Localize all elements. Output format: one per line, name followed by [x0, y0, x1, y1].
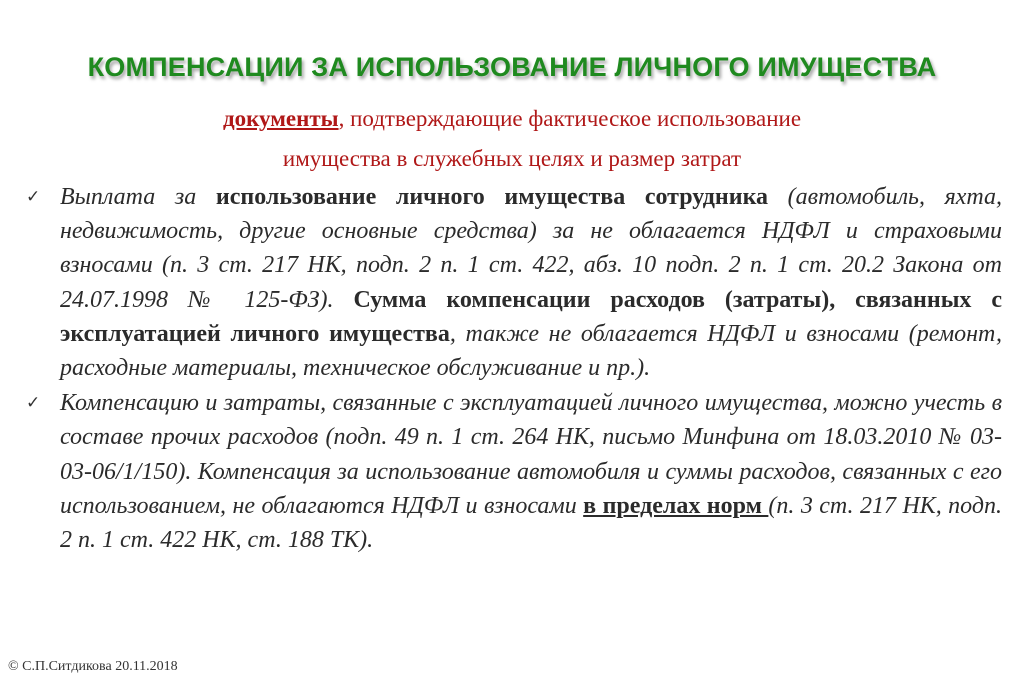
- bullet1-text-3: , также не облагается НДФЛ и взносами (ремонт, расходные материалы, техническое обслуживание и пр.).: [60, 320, 1002, 382]
- bullet-item-1: [26, 180, 1002, 385]
- subtitle-line-2: имущества в служебных целях и размер затрат: [282, 146, 742, 171]
- bullet1-text-1: Выплата за: [60, 184, 216, 210]
- check-icon: ✓: [26, 393, 41, 413]
- subtitle-line-1: [0, 106, 1024, 132]
- subtitle-text: , подтверждающие фактическое использование: [338, 106, 802, 131]
- bullet2-text-1: Компенсацию и затраты, связанные с эксплуатацией личного имущества, можно учесть в составе прочих расходов (подп. 49 п. 1 ст. 264 НК, письмо Минфина от 18.03.2010 № 03-03-06/1/150). Компенсация за использование автомобиля и суммы расходов, связанных с его использованием, не облагаются НДФЛ и взносами: [60, 390, 1002, 519]
- bullet2-text-2: (п. 3 ст. 217 НК, подп. 2 п. 1 ст. 422 НК, ст. 188 ТК).: [60, 492, 1002, 554]
- bullet1-text-2: (автомобиль, яхта, недвижимость, другие основные средства) за не облагается НДФЛ и страховыми взносами (п. 3 ст. 217 НК, подп. 2 п. 1 ст. 422, абз. 10 подп. 2 п. 1 ст. 20.2 Закона от 24.07.1998 № 125-ФЗ).: [60, 184, 1003, 313]
- bullet1-bold-1: использование личного имущества сотрудника: [215, 184, 769, 210]
- bullet2-bold-underlined: в пределах норм: [583, 492, 769, 519]
- bullet-item-2: [26, 386, 1002, 557]
- footer-copyright: © С.П.Ситдикова 20.11.2018: [8, 659, 178, 674]
- check-icon: ✓: [26, 187, 41, 206]
- bullet1-bold-2: Сумма компенсации расходов (затраты), связанных с эксплуатацией личного имущества: [60, 286, 1002, 347]
- subtitle-keyword: документы: [222, 106, 339, 131]
- bullet-list: [26, 180, 1002, 558]
- slide-title: КОМПЕНСАЦИИ ЗА ИСПОЛЬЗОВАНИЕ ЛИЧНОГО ИМУЩЕСТВА: [87, 52, 937, 82]
